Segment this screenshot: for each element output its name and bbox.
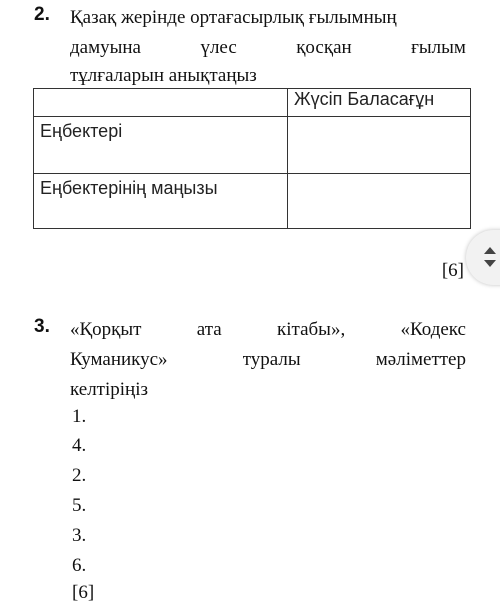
list-item: 2. (72, 465, 87, 486)
table-answer-cell[interactable] (288, 117, 471, 174)
question-2-line-2 (70, 36, 466, 60)
scroll-down-icon[interactable] (484, 260, 496, 267)
table-row-label: Еңбектері (34, 117, 288, 174)
question-3-line-3: келтіріңіз (70, 379, 148, 400)
question-2-number: 2. (34, 4, 50, 25)
question-3-number: 3. (34, 316, 50, 337)
table-header-empty (34, 89, 288, 117)
question-2-score: [6] (441, 260, 464, 281)
question-3-score: [6] (72, 582, 95, 603)
scroll-control[interactable] (466, 230, 500, 285)
table-row (34, 117, 471, 174)
q3-word: мәліметтер (375, 349, 466, 370)
q3-word: туралы (242, 349, 301, 370)
q3-word: Куманикус» (70, 349, 168, 370)
list-item: 1. (72, 406, 87, 427)
question-3-line-1 (70, 318, 466, 342)
answer-table (33, 88, 471, 229)
table-header-row (34, 89, 471, 117)
list-item: 4. (72, 435, 87, 456)
table-row (34, 174, 471, 229)
table-answer-cell[interactable] (288, 174, 471, 229)
table-row-label: Еңбектерінің маңызы (34, 174, 288, 229)
q3-word: «Кодекс (400, 319, 466, 340)
table-header-person: Жүсіп Баласағұн (288, 89, 471, 117)
scroll-up-icon[interactable] (484, 247, 496, 254)
question-3-line-2 (70, 348, 466, 372)
q2-word: үлес (200, 37, 237, 58)
list-item: 3. (72, 525, 87, 546)
list-item: 6. (72, 555, 87, 576)
q2-word: дамуына (70, 37, 141, 58)
q3-word: кітабы», (277, 319, 346, 340)
q2-word: ғылым (411, 37, 466, 58)
question-2-line-3: тұлғаларын анықтаңыз (70, 65, 257, 86)
q3-word: «Қорқыт (70, 319, 142, 340)
question-2-line-1: Қазақ жерінде ортағасырлық ғылымның (70, 7, 397, 28)
q2-word: қосқан (296, 37, 352, 58)
q3-word: ата (196, 319, 222, 340)
list-item: 5. (72, 495, 87, 516)
